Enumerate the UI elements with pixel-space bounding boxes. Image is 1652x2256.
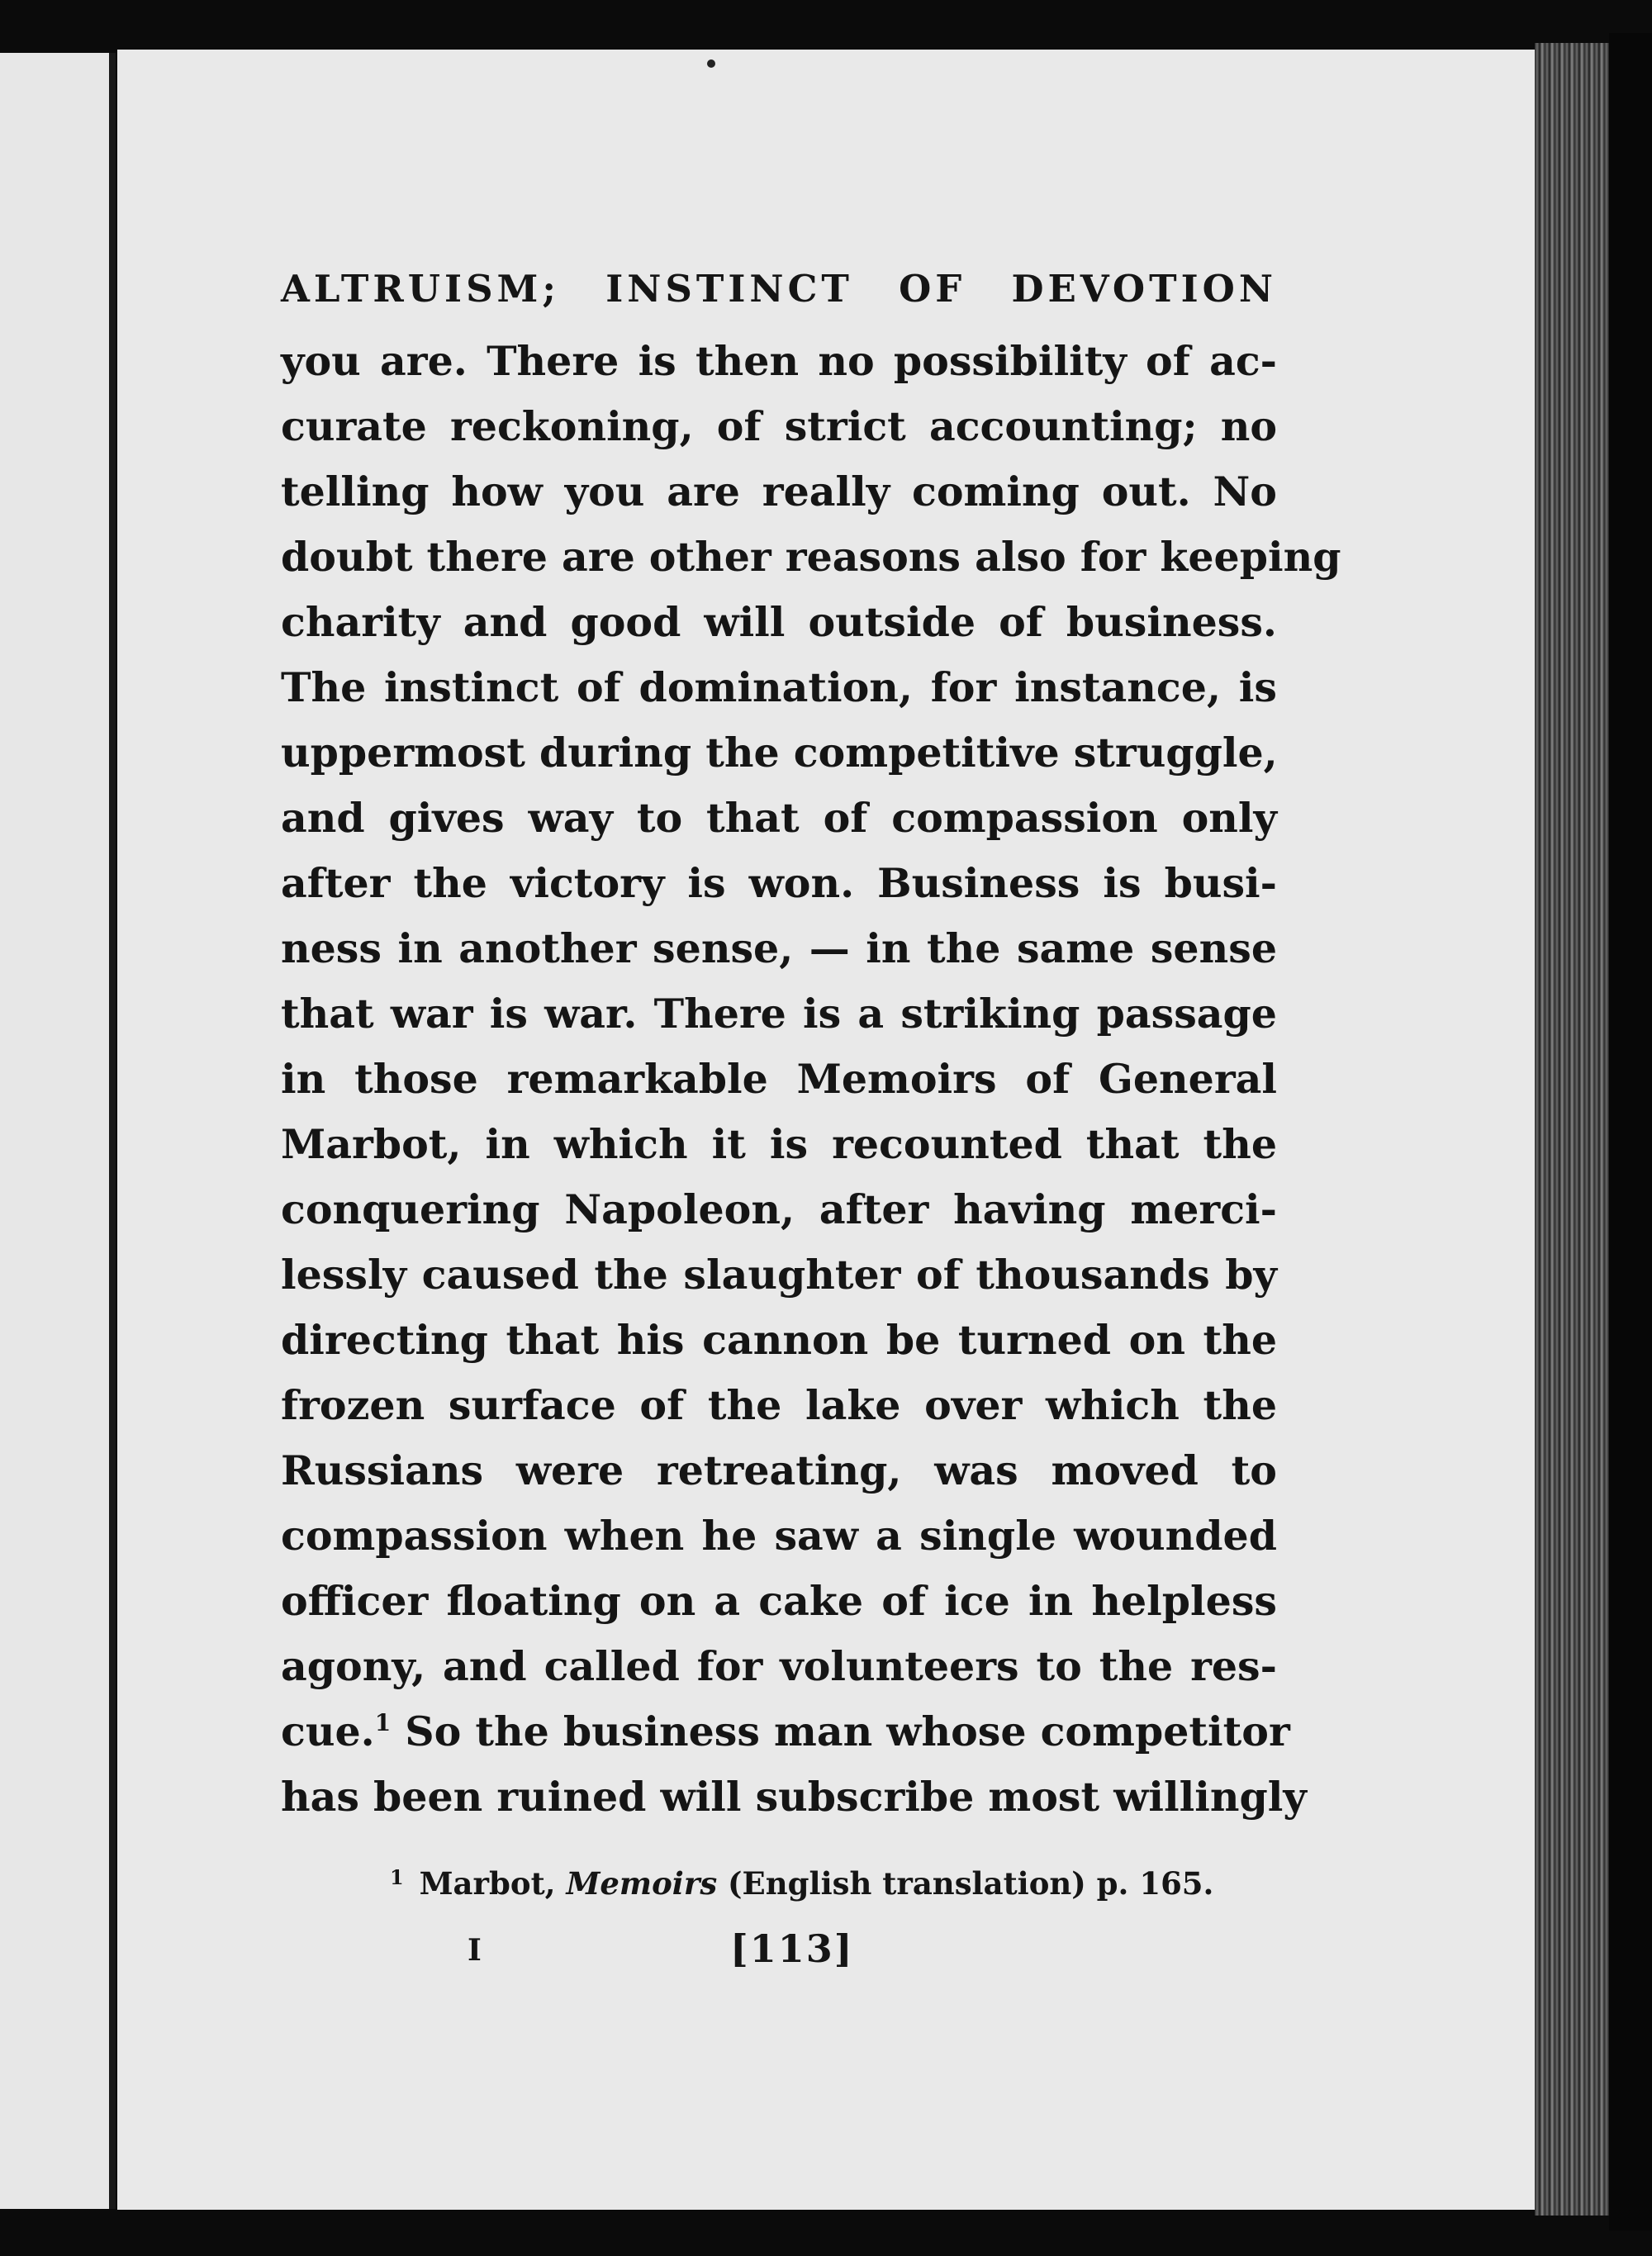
signature-mark: I <box>468 1933 482 1968</box>
text-line: ness in another sense, — in the same sense <box>281 924 1277 972</box>
text-line: after the victory is won. Business is busi- <box>281 859 1277 907</box>
text-line: has been ruined will subscribe most willingly <box>281 1773 1307 1821</box>
page-number: [113] <box>730 1926 854 1971</box>
gutter-shadow <box>109 53 116 2209</box>
text-line: uppermost during the competitive struggle, <box>281 729 1278 777</box>
text-line: The instinct of domination, for instance, is <box>281 663 1277 711</box>
text-line: and gives way to that of compassion only <box>281 794 1277 842</box>
footnote-mark: 1 <box>390 1865 404 1889</box>
text-line: cue.$^1$ So the business man whose competitor <box>281 1707 1290 1755</box>
running-head: ALTRUISM; INSTINCT OF DEVOTION <box>281 267 1277 311</box>
text-line: Marbot, in which it is recounted that the <box>281 1120 1277 1168</box>
body-text <box>281 329 1341 1699</box>
text-line: lessly caused the slaughter of thousands by <box>281 1251 1277 1299</box>
footnote-title: Memoirs <box>566 1865 718 1902</box>
text-line: telling how you are really coming out. No <box>281 468 1277 515</box>
text-line: Russians were retreating, was moved to <box>281 1446 1277 1494</box>
text-line: frozen surface of the lake over which the <box>281 1381 1277 1429</box>
text-line: conquering Napoleon, after having merci- <box>281 1185 1277 1233</box>
text-line: doubt there are other reasons also for keeping <box>281 533 1341 581</box>
facing-page-edge <box>0 53 114 2209</box>
text-line: charity and good will outside of business. <box>281 598 1277 646</box>
text-line: you are. There is then no possibility of ac- <box>281 337 1277 385</box>
page-stack-edge <box>1535 43 1609 2216</box>
text-line: agony, and called for volunteers to the res- <box>281 1642 1277 1690</box>
text-line: compassion when he saw a single wounded <box>281 1512 1277 1560</box>
text-line: in those remarkable Memoirs of General <box>281 1055 1277 1103</box>
footnote-rest: (English translation) p. 165. <box>728 1865 1214 1902</box>
text-line: that war is war. There is a striking passage <box>281 990 1277 1038</box>
text-line: officer floating on a cake of ice in helpless <box>281 1577 1277 1625</box>
scan-border <box>1609 33 1652 2230</box>
ink-speck <box>707 59 715 68</box>
footnote <box>390 1865 1213 1902</box>
footnote-author: Marbot, <box>419 1865 556 1902</box>
text-line: directing that his cannon be turned on the <box>281 1316 1277 1364</box>
footnote-reference: 1 <box>374 1709 392 1736</box>
page-text <box>281 256 1341 1830</box>
text-line: curate reckoning, of strict accounting; no <box>281 402 1277 450</box>
